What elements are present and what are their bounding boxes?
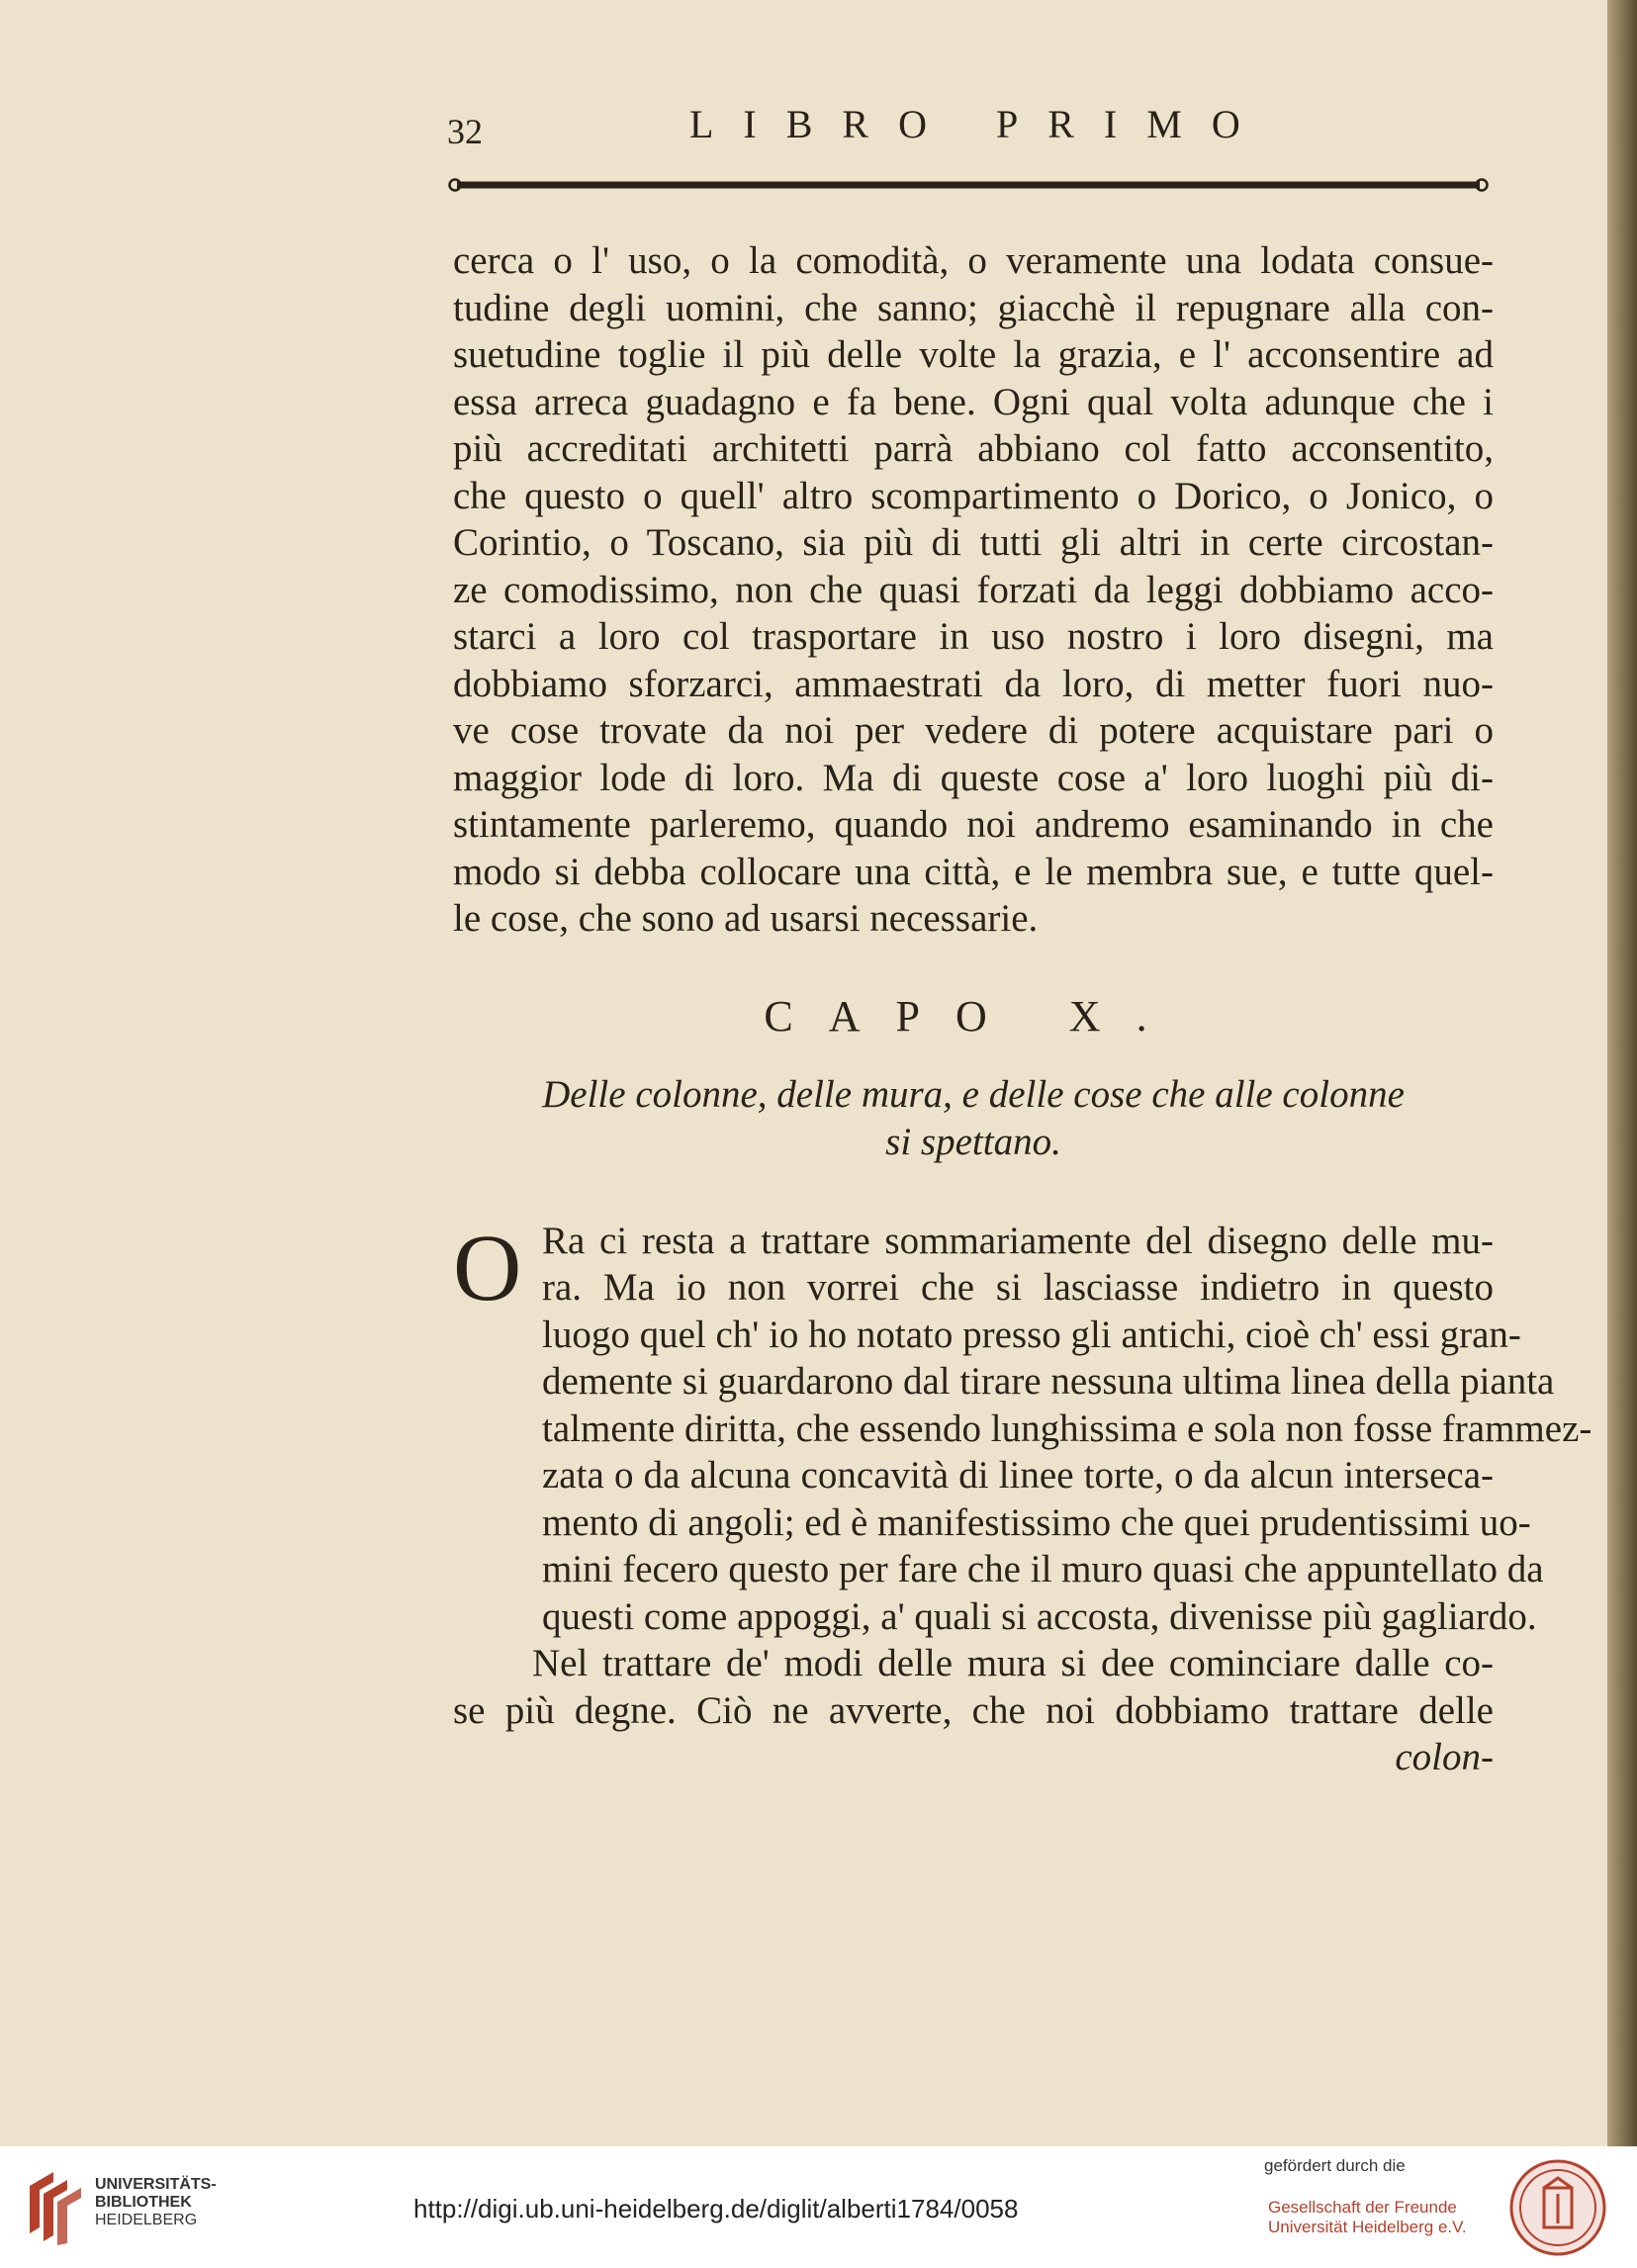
text-line: essa arreca guadagno e fa bene. Ogni qual volta adunque che i [453,380,1494,423]
page-number: 32 [447,112,483,151]
text-line: se più degne. Ciò ne avverte, che noi dobbiamo trattare delle [453,1688,1494,1732]
library-name [95,2176,217,2229]
text-line: ra. Ma io non vorrei che si lasciasse indietro in questo [542,1266,1494,1309]
chapter-heading: CAPO X. [764,991,1183,1041]
text-line: Corintio, o Toscano, sia più di tutti gli altri in certe circostan- [453,521,1494,564]
page-body [453,237,1592,1781]
chapter-subtitle-line-1: Delle colonne, delle mura, e delle cose che alle colonne [542,1072,1405,1116]
text-line: più accreditati architetti parrà abbiano col fatto acconsentito, [453,427,1494,470]
text-line: maggior lode di loro. Ma di queste cose a' loro luoghi più di- [453,756,1494,799]
digitization-footer [0,2146,1637,2268]
text-line: luogo quel ch' io ho notato presso gli antichi, cioè ch' essi gran- [542,1313,1521,1356]
text-line: Ra ci resta a trattare sommariamente del disegno delle mu- [542,1219,1494,1262]
text-line: cerca o l' uso, o la comodità, o veramente una lodata consue- [453,239,1494,282]
funded-by-label: gefördert durch die [1264,2156,1406,2175]
text-line: ve cose trovate da noi per vedere di potere acquistare pari o [453,709,1494,752]
society-name-line-1: Gesellschaft der Freunde [1268,2198,1457,2217]
text-line: mento di angoli; ed è manifestissimo che quei prudentissimi uo- [542,1500,1531,1544]
page-spine-shadow [1607,0,1637,2146]
text-line: questi come appoggi, a' quali si accosta, divenisse più gagliardo. [542,1594,1537,1638]
text-line: starci a loro col trasportare in uso nostro i loro disegni, ma [453,615,1494,658]
paragraph-new [453,1640,1494,1734]
text-line: Nel trattare de' modi delle mura si dee cominciare dalle co- [532,1642,1494,1684]
text-line: suetudine toglie il più delle volte la grazia, e l' acconsentire ad [453,333,1494,376]
text-line: zata o da alcuna concavità di linee torte, o da alcun interseca- [542,1454,1494,1497]
page-header [447,99,1496,158]
text-line: tudine degli uomini, che sanno; giacchè il repugnare alla con- [453,286,1494,329]
chapter-subtitle-line-2: si spettano. [885,1120,1061,1163]
library-name-line-2: BIBLIOTHEK [95,2194,192,2211]
library-name-line-1: UNIVERSITÄTS- [95,2176,217,2193]
running-head: LIBRO PRIMO [689,102,1270,146]
university-seal-icon [1508,2158,1607,2257]
text-line: mini fecero questo per fare che il muro quasi che appuntellato da [542,1548,1544,1590]
drop-cap: O [453,1214,522,1320]
text-line: che questo o quell' altro scompartimento o Dorico, o Jonico, o [453,474,1494,517]
paragraph-with-drop-cap [453,1214,1592,1641]
library-name-line-3: HEIDELBERG [95,2212,198,2228]
society-name [1268,2198,1467,2237]
library-logo-icon [20,2168,89,2245]
text-line: dobbiamo sforzarci, ammaestrati da loro, di metter fuori nuo- [453,662,1494,705]
paragraph-continuation [453,237,1494,943]
text-line: stintamente parleremo, quando noi andremo esaminando in che [453,803,1494,846]
text-line: le cose, che sono ad usarsi necessarie. [453,897,1039,940]
catchword: colon- [1395,1736,1494,1778]
text-line: modo si debba collocare una città, e le membra sue, e tutte quel- [453,850,1494,893]
permalink-url[interactable]: http://digi.ub.uni-heidelberg.de/diglit/alberti1784/0058 [413,2194,1019,2223]
paragraph-drop-cap-lines [542,1218,1592,1641]
text-line: ze comodissimo, non che quasi forzati da leggi dobbiamo acco- [453,568,1494,611]
text-line: talmente diritta, che essendo lunghissima e sola non fosse frammez- [542,1406,1592,1450]
text-line: demente si guardarono dal tirare nessuna ultima linea della pianta [542,1360,1555,1403]
header-rule [447,178,1490,192]
society-name-line-2: Universität Heidelberg e.V. [1268,2218,1467,2236]
